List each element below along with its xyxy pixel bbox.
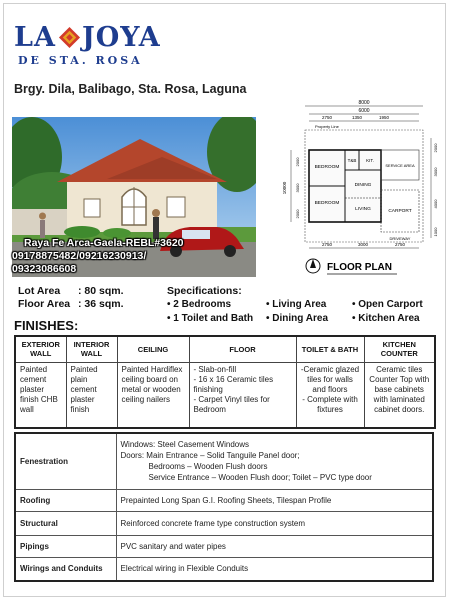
logo-name-right: JOYA [81, 22, 161, 53]
lot-area-label: Lot Area [18, 285, 61, 297]
plan-dim-right-2: 3000 [433, 167, 438, 177]
spec-key-structural: Structural [15, 511, 116, 535]
spec-value-roofing: Prepainted Long Span G.I. Roofing Sheets, Tilespan Profile [116, 489, 433, 511]
ceiling-value: Painted Hardiflex ceiling board on metal or wooden ceiling nailers [117, 362, 189, 428]
spec-row-structural [15, 511, 433, 535]
lot-area-row [18, 285, 148, 298]
floor-area-row [18, 298, 148, 311]
plan-room-bedroom-2: BEDROOM [314, 201, 340, 206]
agent-phone-2: 09323086608 [12, 263, 77, 275]
toilet-bath-value: -Ceramic glazed tiles for walls and floors - Complete with fixtures [296, 362, 364, 428]
plan-dim-top-3: 2750 [321, 115, 333, 120]
spec-key-wirings: Wirings and Conduits [15, 557, 116, 581]
plan-dim-right-1: 2000 [433, 143, 438, 153]
logo-wordmark [14, 22, 161, 53]
plan-dim-right-4: 1000 [433, 227, 438, 237]
finishes-header-row [15, 336, 435, 362]
plan-dim-left-1: 10000 [282, 181, 287, 195]
finishes-title: FINISHES: [14, 318, 79, 333]
plan-dim-top-4: 1350 [351, 115, 363, 120]
spec-item-bedrooms: • 2 Bedrooms [167, 299, 232, 310]
header-kitchen-counter: KITCHEN COUNTER [364, 336, 435, 362]
plan-room-carport: CARPORT [388, 209, 412, 214]
spec-key-pipings: Pipings [15, 535, 116, 557]
spec-item-toilet: • 1 Toilet and Bath [167, 313, 254, 324]
area-summary [18, 285, 148, 311]
plan-dim-top-2: 6000 [358, 108, 370, 114]
fenestration-line-1: Windows: Steel Casement Windows [120, 440, 249, 450]
plan-driveway: DRIVEWAY [389, 236, 411, 241]
plan-room-living: LIVING [355, 207, 371, 212]
plan-dim-left-3: 3000 [295, 183, 300, 193]
plan-room-kitchen: KIT. [366, 158, 374, 163]
plan-dim-top-5: 1950 [378, 115, 390, 120]
spec-value-fenestration [116, 433, 433, 489]
specifications-title: Specifications: [167, 285, 242, 297]
spec-value-wirings: Electrical wiring in Flexible Conduits [116, 557, 433, 581]
spec-item-dining: • Dining Area [266, 313, 329, 324]
fenestration-line-3: Bedrooms – Wooden Flush doors [148, 462, 268, 472]
header-ceiling: CEILING [117, 336, 189, 362]
construction-specs-table [14, 432, 434, 582]
plan-dim-bottom-1: 2750 [321, 242, 333, 247]
agent-phones: 09178875482/09216230913/ [12, 250, 147, 262]
spec-row-pipings [15, 535, 433, 557]
spec-key-fenestration: Fenestration [15, 433, 116, 489]
plan-dim-left-4: 2000 [295, 209, 300, 219]
header-interior-wall: INTERIOR WALL [66, 336, 117, 362]
plan-room-dining: DINING [354, 183, 372, 188]
finishes-table [14, 335, 436, 429]
header-floor: FLOOR [189, 336, 296, 362]
plan-room-tb: T&B [347, 158, 357, 163]
plan-property-line: Property Line [315, 124, 339, 129]
agent-name: Raya Fe Arca-Gaela-REBL#3620 [24, 237, 184, 249]
plan-room-service: SERVICE AREA [385, 163, 415, 168]
floor-area-value: : 36 sqm. [78, 298, 124, 310]
spec-key-roofing: Roofing [15, 489, 116, 511]
floor-value: - Slab-on-fill - 16 x 16 Ceramic tiles finishing - Carpet Vinyl tiles for Bedroom [189, 362, 296, 428]
exterior-wall-value: Painted cement plaster finish CHB wall [15, 362, 66, 428]
spec-item-carport: • Open Carport [352, 299, 423, 310]
header-exterior-wall: EXTERIOR WALL [15, 336, 66, 362]
project-address: Brgy. Dila, Balibago, Sta. Rosa, Laguna [14, 82, 247, 96]
plan-room-bedroom-1: BEDROOM [314, 165, 340, 170]
fenestration-line-4: Service Entrance – Wooden Flush door; Toilet – PVC type door [148, 473, 372, 483]
floor-area-label: Floor Area [18, 298, 71, 310]
fenestration-line-2: Doors: Main Entrance – Solid Tanguile Panel door; [120, 451, 300, 461]
plan-title: FLOOR PLAN [327, 262, 392, 273]
interior-wall-value: Painted plain cement plaster finish [66, 362, 117, 428]
spec-item-living: • Living Area [266, 299, 327, 310]
jewel-icon [58, 26, 81, 49]
header-toilet-bath: TOILET & BATH [296, 336, 364, 362]
plan-dim-left-2: 2000 [295, 157, 300, 167]
spec-item-kitchen: • Kitchen Area [352, 313, 420, 324]
plan-dim-top-1: 8000 [358, 100, 370, 106]
lot-area-value: : 80 sqm. [78, 285, 124, 297]
floor-plan [279, 98, 441, 288]
spec-value-pipings: PVC sanitary and water pipes [116, 535, 433, 557]
spec-row-wirings [15, 557, 433, 581]
plan-dim-bottom-2: 3000 [357, 242, 369, 247]
plan-dim-right-3: 4000 [433, 199, 438, 209]
spec-row-roofing [15, 489, 433, 511]
la-joya-logo [14, 22, 184, 70]
plan-dim-bottom-3: 2750 [394, 242, 406, 247]
spec-row-fenestration [15, 433, 433, 489]
kitchen-counter-value: Ceramic tiles Counter Top with base cabinets with laminated cabinet doors. [364, 362, 435, 428]
logo-subtitle: DE STA. ROSA [18, 54, 143, 67]
finishes-value-row [15, 362, 435, 428]
logo-name-left: LA [14, 22, 56, 53]
spec-value-structural: Reinforced concrete frame type construction system [116, 511, 433, 535]
